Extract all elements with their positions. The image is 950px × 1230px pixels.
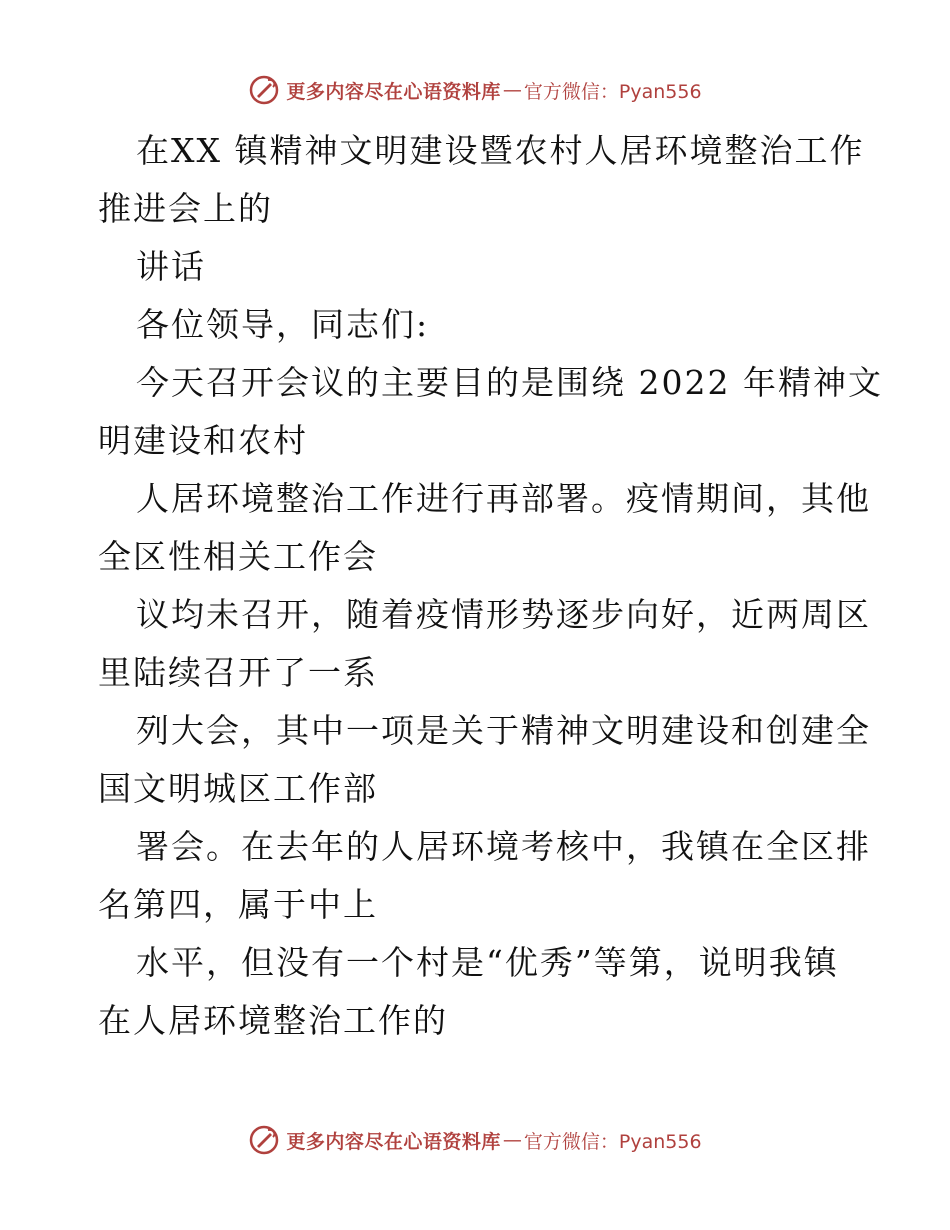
text-line: 今天召开会议的主要目的是围绕 2022 年精神文 [136,363,883,402]
banner-wechat: 官方微信：Pyan556 [523,1130,702,1153]
text-line: 全区性相关工作会 [98,537,378,576]
banner-title: 更多内容尽在心语资料库 [286,80,501,103]
text-line: 国文明城区工作部 [98,769,378,808]
text-line: 在人居环境整治工作的 [98,1001,448,1040]
text-line: 水平，但没有一个村是“优秀”等第，说明我镇 [136,943,839,982]
header-banner [0,70,950,110]
banner-separator: — [502,1129,522,1151]
text-line: 在XX 镇精神文明建设暨农村人居环境整治工作 [136,131,865,170]
text-line: 列大会，其中一项是关于精神文明建设和创建全 [136,711,871,750]
banner-separator: — [502,79,522,101]
text-line: 推进会上的 [98,189,273,228]
text-line: 议均未召开，随着疫情形势逐步向好，近两周区 [136,595,871,634]
banner-wechat: 官方微信：Pyan556 [523,80,702,103]
text-line: 讲话 [136,247,206,286]
quill-seal-icon [248,1124,280,1156]
text-line: 明建设和农村 [98,421,308,460]
banner-title: 更多内容尽在心语资料库 [286,1130,501,1153]
text-line: 各位领导，同志们: [136,305,430,344]
quill-seal-icon [248,74,280,106]
text-line: 人居环境整治工作进行再部署。疫情期间，其他 [136,479,871,518]
text-line: 里陆续召开了一系 [98,653,378,692]
footer-banner [0,1120,950,1160]
text-line: 署会。在去年的人居环境考核中，我镇在全区排 [136,827,871,866]
document-body [98,122,883,1050]
text-line: 名第四，属于中上 [98,885,378,924]
